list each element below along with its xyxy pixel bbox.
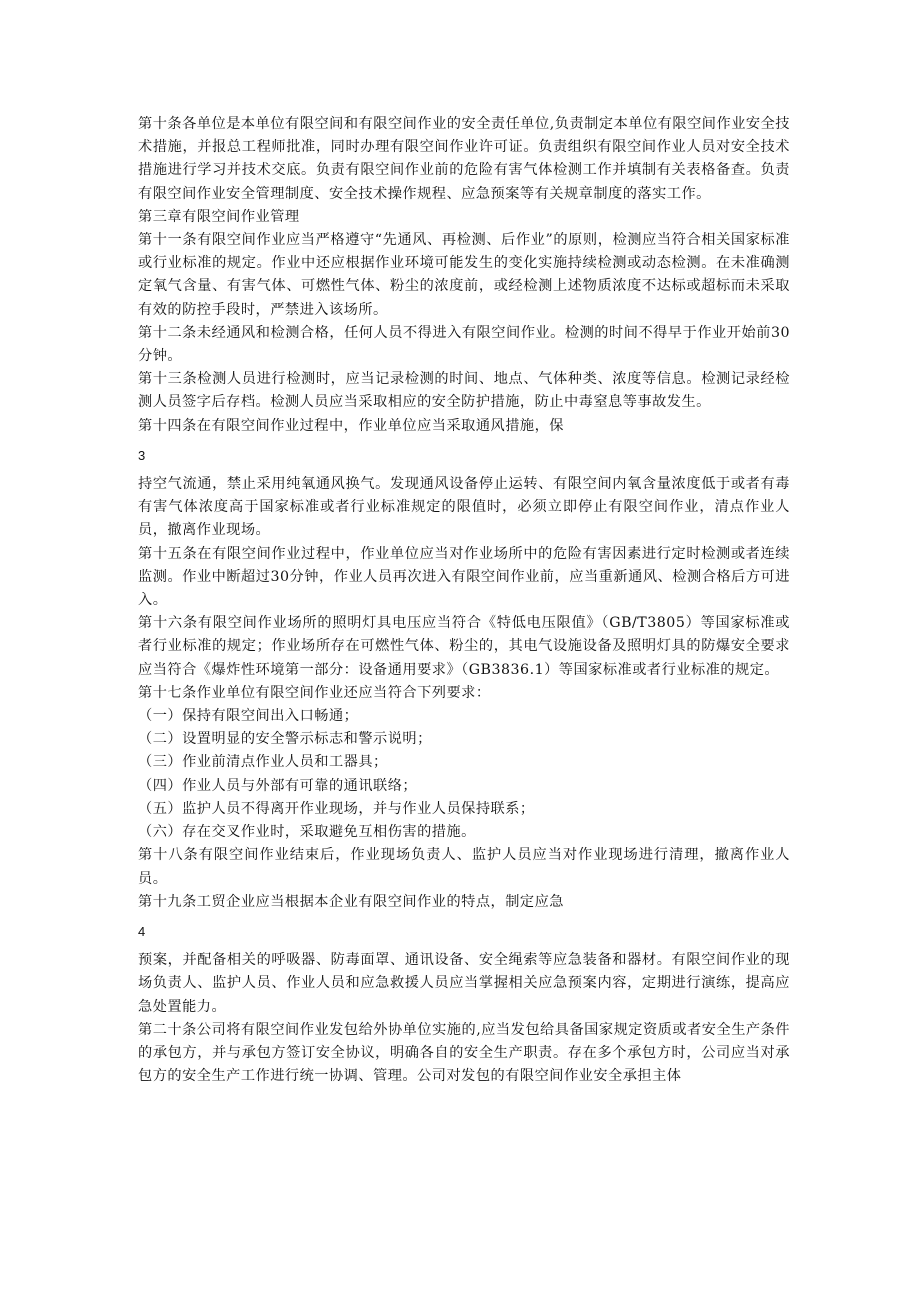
list-item: （二）设置明显的安全警示标志和警示说明； [138, 731, 432, 748]
paragraph-article-19-start: 第十九条工贸企业应当根据本企业有限空间作业的特点，制定应急 [138, 893, 564, 910]
list-item: （一）保持有限空间出入口畅通； [138, 708, 359, 725]
list-item: （四）作业人员与外部有可靠的通讯联络； [138, 777, 418, 794]
chapter-heading-3: 第三章有限空间作业管理 [138, 208, 300, 225]
list-item: （三）作业前清点作业人员和工器具； [138, 754, 388, 771]
page-number: 3 [138, 447, 146, 463]
page-number: 4 [138, 923, 146, 939]
list-item: （六）存在交叉作业时，采取避免互相伤害的措施。 [138, 824, 476, 841]
paragraph-article-11: 第十一条有限空间作业应当严格遵守“先通风、再检测、后作业”的原则，检测应当符合相关国家标准或行业标准的规定。作业中还应根据作业环境可能发生的变化实施持续检测或动态检测。在未准确测定氧气含量、有害气体、可燃性气体、粉尘的浓度前，或经检测上述物质浓度不达标或超标而未采取有效的防控手段时，严禁进入该场所。 [138, 232, 790, 318]
paragraph-article-16: 第十六条有限空间作业场所的照明灯具电压应当符合《特低电压限值》（GB/T3805）等国家标准或者行业标准的规定；作业场所存在可燃性气体、粉尘的，其电气设施设备及照明灯具的防爆安全要求应当符合《爆炸性环境第一部分：设备通用要求》（GB3836.1）等国家标准或者行业标准的规定。 [138, 615, 790, 678]
paragraph-article-14-cont: 持空气流通，禁止采用纯氧通风换气。发现通风设备停止运转、有限空间内氧含量浓度低于或者有毒有害气体浓度高于国家标准或者行业标准规定的限值时，必须立即停止有限空间作业，清点作业人员，撤离作业现场。 [138, 476, 790, 539]
paragraph-article-13: 第十三条检测人员进行检测时，应当记录检测的时间、地点、气体种类、浓度等信息。检测记录经检测人员签字后存档。检测人员应当采取相应的安全防护措施，防止中毒窒息等事故发生。 [138, 371, 790, 411]
paragraph-article-12: 第十二条未经通风和检测合格，任何人员不得进入有限空间作业。检测的时间不得早于作业开始前30分钟。 [138, 324, 790, 365]
paragraph-article-20: 第二十条公司将有限空间作业发包给外协单位实施的,应当发包给具备国家规定资质或者安全生产条件的承包方，并与承包方签订安全协议，明确各自的安全生产职责。存在多个承包方时，公司应当对承包方的安全生产工作进行统一协调、管理。公司对发包的有限空间作业安全承担主体 [138, 1021, 790, 1085]
paragraph-article-19-cont: 预案，并配备相关的呼吸器、防毒面罩、通讯设备、安全绳索等应急装备和器材。有限空间作业的现场负责人、监护人员、作业人员和应急救援人员应当掌握相关应急预案内容，定期进行演练，提高应急处置能力。 [138, 952, 790, 1015]
paragraph-article-15: 第十五条在有限空间作业过程中，作业单位应当对作业场所中的危险有害因素进行定时检测或者连续监测。作业中断超过30分钟，作业人员再次进入有限空间作业前，应当重新通风、检测合格后方可进入。 [138, 545, 790, 609]
paragraph-article-14-start: 第十四条在有限空间作业过程中，作业单位应当采取通风措施，保 [138, 417, 564, 434]
list-item: （五）监护人员不得离开作业现场，并与作业人员保持联系； [138, 800, 535, 817]
paragraph-article-18: 第十八条有限空间作业结束后，作业现场负责人、监护人员应当对作业现场进行清理，撤离作业人员。 [138, 847, 790, 887]
paragraph-article-17: 第十七条作业单位有限空间作业还应当符合下列要求： [138, 684, 491, 701]
paragraph-article-10: 第十条各单位是本单位有限空间和有限空间作业的安全责任单位,负责制定本单位有限空间作业安全技术措施，并报总工程师批准，同时办理有限空间作业许可证。负责组织有限空间作业人员对安全技术措施进行学习并技术交底。负责有限空间作业前的危险有害气体检测工作并填制有关表格备查。负责有限空间作业安全管理制度、安全技术操作规程、应急预案等有关规章制度的落实工作。 [138, 116, 790, 202]
document-page [138, 113, 790, 1088]
